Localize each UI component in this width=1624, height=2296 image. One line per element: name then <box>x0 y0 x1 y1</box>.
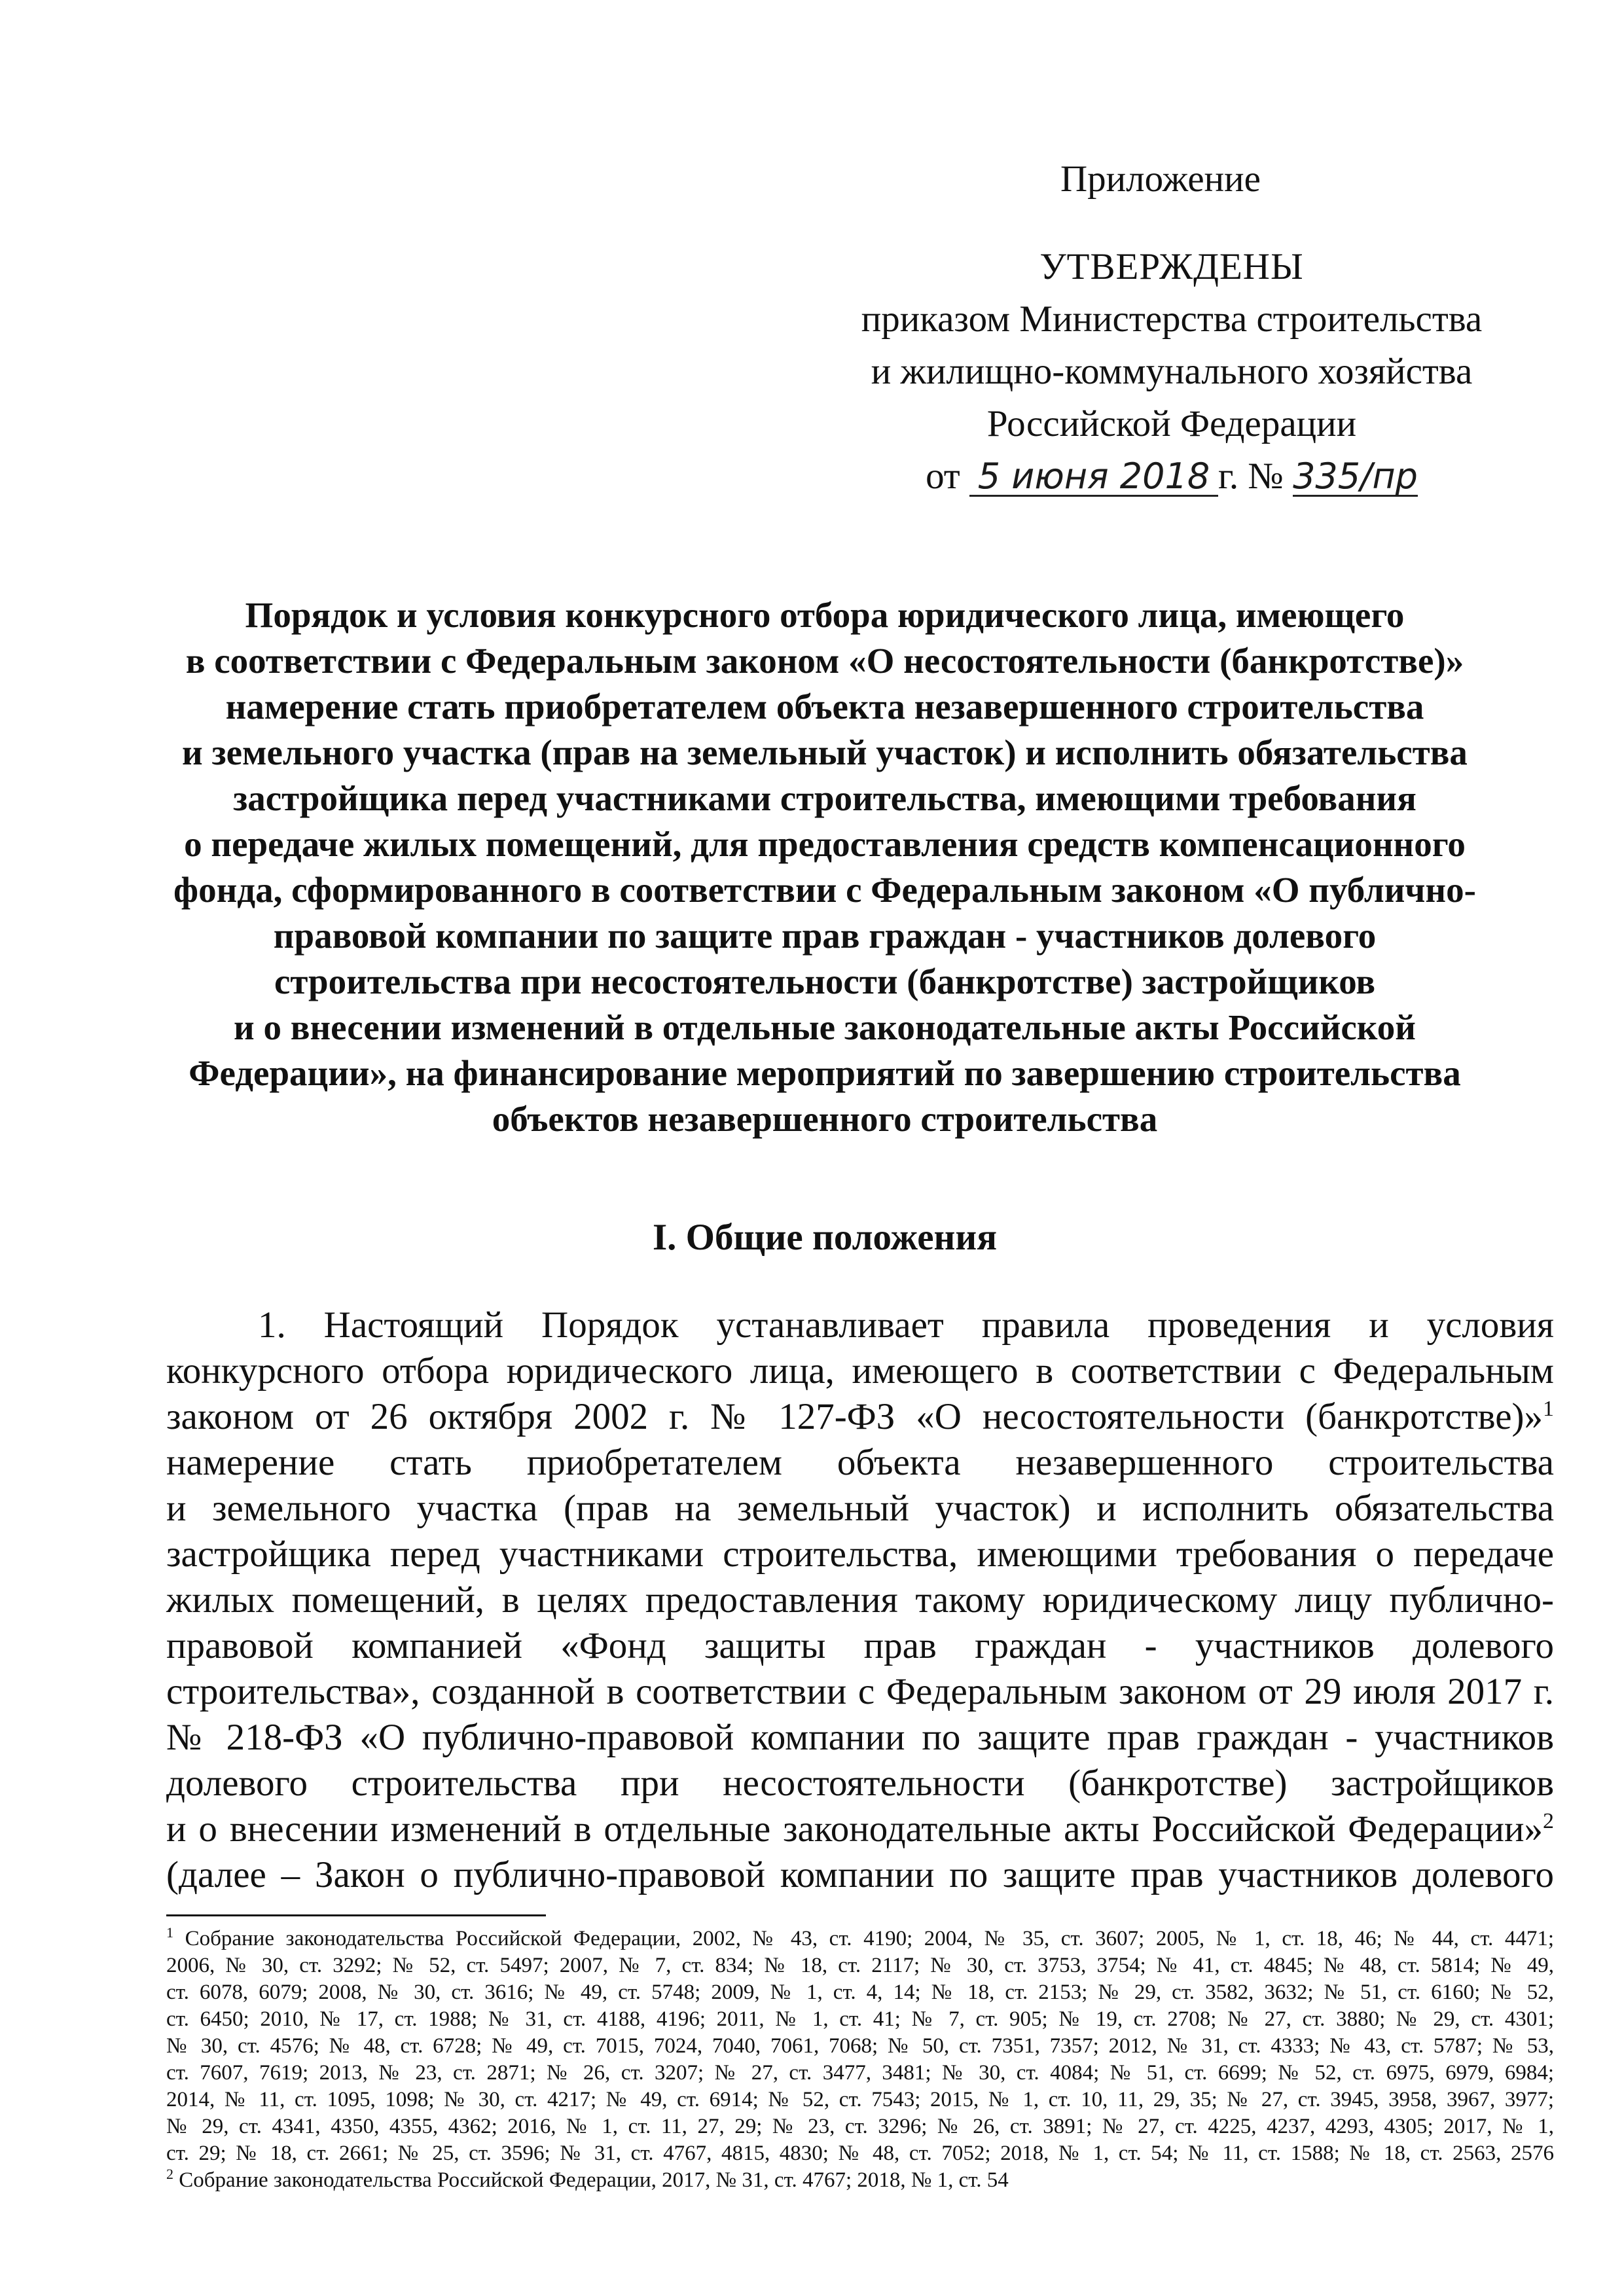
document-title <box>157 592 1492 1142</box>
title-line: застройщика перед участниками строительства, имеющими требования <box>233 778 1416 818</box>
approval-block <box>838 241 1506 503</box>
footnotes <box>166 1926 1554 2194</box>
approved-by-line-1: приказом Министерства строительства <box>861 298 1483 340</box>
footnote-1-line: ст. 29; № 18, ст. 2661; № 25, ст. 3596; № 31, ст. 4767, 4815, 4830; № 48, ст. 7052; 2018, № 1, ст. 54; № 11, ст. 1588; № 18, ст. 2563, 2576 <box>166 2142 1554 2165</box>
year-suffix: г. № <box>1218 456 1284 497</box>
paragraph-line: (далее – Закон о публично-правовой компании по защите прав участников долевого <box>166 1854 1554 1895</box>
paragraph-line: застройщика перед участниками строительства, имеющими требования о передаче <box>166 1534 1554 1575</box>
paragraph-line: 1. Настоящий Порядок устанавливает правила проведения и условия <box>258 1304 1554 1346</box>
paragraph-line <box>166 1394 1554 1440</box>
paragraph-1 <box>166 1302 1554 1898</box>
date-prefix: от <box>926 456 960 497</box>
title-line: и о внесении изменений в отдельные законодательные акты Российской <box>234 1007 1416 1047</box>
title-line: объектов незавершенного строительства <box>492 1099 1158 1139</box>
title-line: Порядок и условия конкурсного отбора юридического лица, имеющего <box>245 595 1405 635</box>
footnote-ref-2: 2 <box>1543 1809 1554 1833</box>
footnote-1-line: ст. 7607, 7619; 2013, № 23, ст. 2871; № 26, ст. 3207; № 27, ст. 3477, 3481; № 30, ст. 4084; № 51, ст. 6699; № 52, ст. 6975, 6979, 6984; <box>166 2061 1554 2085</box>
footnote-2-mark: 2 <box>166 2166 173 2182</box>
footnote-1-line: ст. 6450; 2010, № 17, ст. 1988; № 31, ст. 4188, 4196; 2011, № 1, ст. 41; № 7, ст. 905; № 19, ст. 2708; № 27, ст. 3880; № 29, ст. 4301; <box>166 2007 1554 2031</box>
paragraph-line-text: и о внесении изменений в отдельные законодательные акты Российской Федерации» <box>166 1808 1543 1850</box>
handwritten-date: 5 июня 2018 <box>969 458 1218 497</box>
footnote-ref-1: 1 <box>1543 1397 1554 1421</box>
approved-by-line-2: и жилищно-коммунального хозяйства <box>871 351 1473 392</box>
title-line: и земельного участка (прав на земельный участок) и исполнить обязательства <box>182 732 1468 772</box>
paragraph-line: строительства», созданной в соответствии с Федеральным законом от 29 июля 2017 г. <box>166 1671 1554 1712</box>
footnote-separator <box>166 1914 546 1916</box>
title-line: строительства при несостоятельности (банкротстве) застройщиков <box>274 961 1376 1001</box>
section-heading: I. Общие положения <box>652 1217 998 1258</box>
footnote-1-line: 2006, № 30, ст. 3292; № 52, ст. 5497; 2007, № 7, ст. 834; № 18, ст. 2117; № 30, ст. 3753, 3754; № 41, ст. 4845; № 48, ст. 5814; № 49, <box>166 1954 1554 1977</box>
footnote-1-line: № 29, ст. 4341, 4350, 4355, 4362; 2016, № 1, ст. 11, 27, 29; № 23, ст. 3296; № 26, ст. 3891; № 27, ст. 4225, 4237, 4293, 4305; 2017, № 1, <box>166 2115 1554 2138</box>
approved-word: УТВЕРЖДЕНЫ <box>1039 246 1304 287</box>
paragraph-line: жилых помещений, в целях предоставления такому юридическому лицу публично- <box>166 1579 1554 1621</box>
footnote-1-mark: 1 <box>166 1924 173 1941</box>
paragraph-line-text: законом от 26 октября 2002 г. № 127-ФЗ «О несостоятельности (банкротстве)» <box>166 1396 1543 1437</box>
footnote-2-text: Собрание законодательства Российской Федерации, 2017, № 31, ст. 4767; 2018, № 1, ст. 54 <box>179 2168 1009 2192</box>
title-line: о передаче жилых помещений, для предоставления средств компенсационного <box>184 824 1466 864</box>
paragraph-line: правовой компанией «Фонд защиты прав граждан - участников долевого <box>166 1625 1554 1666</box>
footnote-1-line: ст. 6078, 6079; 2008, № 30, ст. 3616; № 49, ст. 5748; 2009, № 1, ст. 4, 14; № 18, ст. 2153; № 29, ст. 3582, 3632; № 51, ст. 6160; № 52, <box>166 1981 1554 2004</box>
paragraph-line: конкурсного отбора юридического лица, имеющего в соответствии с Федеральным <box>166 1350 1554 1391</box>
paragraph-line: долевого строительства при несостоятельности (банкротстве) застройщиков <box>166 1763 1554 1804</box>
approved-by-line-3: Российской Федерации <box>986 403 1357 444</box>
paragraph-line: намерение стать приобретателем объекта незавершенного строительства <box>166 1442 1554 1483</box>
footnote-1-text: Собрание законодательства Российской Федерации, 2002, № 43, ст. 4190; 2004, № 35, ст. 3607; 2005, № 1, ст. 18, 46; № 44, ст. 4471; <box>185 1927 1555 1950</box>
appendix-label: Приложение <box>1060 158 1261 200</box>
title-line: правовой компании по защите прав граждан - участников долевого <box>273 916 1377 956</box>
title-line: намерение стать приобретателем объекта незавершенного строительства <box>225 687 1424 726</box>
title-line: фонда, сформированного в соответствии с Федеральным законом «О публично- <box>173 870 1476 910</box>
handwritten-order-number: 335/пр <box>1293 456 1418 497</box>
paragraph-line: и земельного участка (прав на земельный участок) и исполнить обязательства <box>166 1488 1554 1529</box>
footnote-2-line <box>166 2167 1554 2194</box>
order-date-line <box>838 450 1506 503</box>
title-line: Федерации», на финансирование мероприятий по завершению строительства <box>189 1053 1461 1093</box>
footnote-1-line: 2014, № 11, ст. 1095, 1098; № 30, ст. 4217; № 49, ст. 6914; № 52, ст. 7543; 2015, № 1, ст. 10, 11, 29, 35; № 27, ст. 3945, 3958, 3967, 3977; <box>166 2088 1554 2111</box>
footnote-1-line <box>166 1926 1554 1952</box>
footnote-1-line: № 30, ст. 4576; № 48, ст. 6728; № 49, ст. 7015, 7024, 7040, 7061, 7068; № 50, ст. 7351, 7357; 2012, № 31, ст. 4333; № 43, ст. 5787; № 53, <box>166 2034 1554 2058</box>
title-line: в соответствии с Федеральным законом «О несостоятельности (банкротстве)» <box>185 641 1464 681</box>
paragraph-line <box>166 1806 1554 1852</box>
paragraph-line: № 218-ФЗ «О публично-правовой компании по защите прав граждан - участников <box>166 1717 1554 1758</box>
